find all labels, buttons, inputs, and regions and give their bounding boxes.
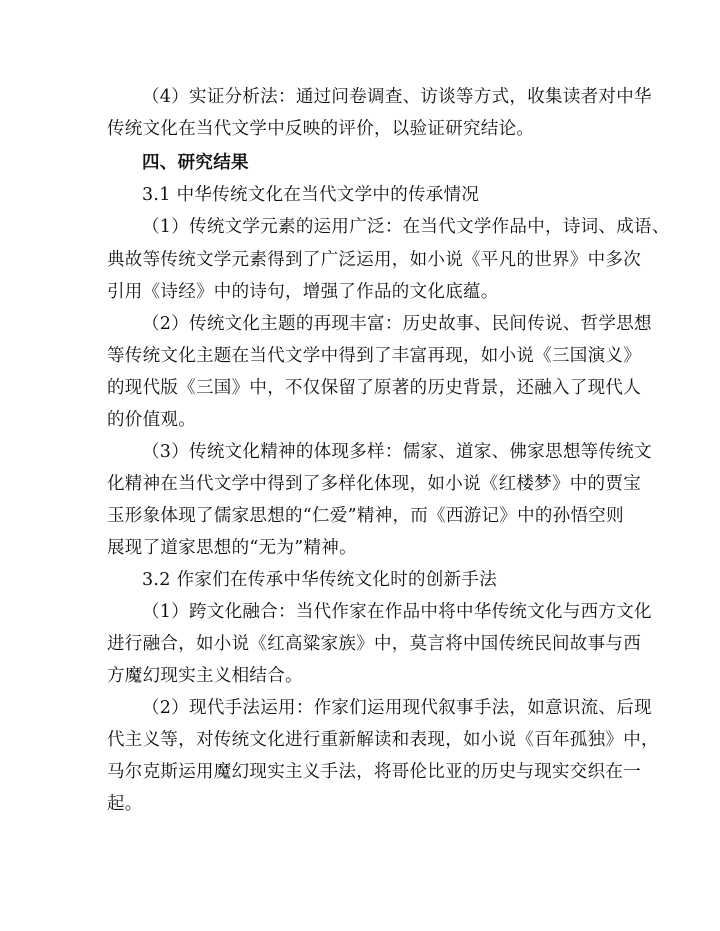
paragraph-cultural-themes-line-4: 的价值观。	[107, 410, 196, 430]
paragraph-literary-elements-line-1: （1）传统文学元素的运用广泛：在当代文学作品中，诗词、成语、	[142, 217, 670, 237]
paragraph-modern-techniques-line-2: 代主义等，对传统文化进行重新解读和表现，如小说《百年孤独》中，	[107, 730, 659, 750]
paragraph-empirical-analysis-line-1: （4）实证分析法：通过问卷调查、访谈等方式，收集读者对中华	[142, 87, 652, 107]
subsection-heading-3-1: 3.1 中华传统文化在当代文学中的传承情况	[142, 185, 480, 205]
paragraph-cultural-spirit-line-4: 展现了道家思想的“无为”精神。	[107, 538, 357, 558]
paragraph-empirical-analysis-line-2: 传统文化在当代文学中反映的评价，以验证研究结论。	[107, 119, 535, 139]
paragraph-cultural-spirit-line-2: 化精神在当代文学中得到了多样化体现，如小说《红楼梦》中的贾宝	[107, 474, 641, 494]
paragraph-cross-cultural-line-3: 方魔幻现实主义相结合。	[107, 666, 303, 686]
paragraph-cultural-themes-line-1: （2）传统文化主题的再现丰富：历史故事、民间传说、哲学思想	[142, 314, 652, 334]
section-heading-research-results: 四、研究结果	[142, 153, 249, 173]
paragraph-cultural-spirit-line-1: （3）传统文化精神的体现多样：儒家、道家、佛家思想等传统文	[142, 442, 652, 462]
paragraph-cultural-themes-line-3: 的现代版《三国》中，不仅保留了原著的历史背景，还融入了现代人	[107, 378, 641, 398]
paragraph-cultural-spirit-line-3: 玉形象体现了儒家思想的“仁爱”精神，而《西游记》中的孙悟空则	[107, 506, 624, 526]
paragraph-modern-techniques-line-4: 起。	[107, 794, 143, 814]
paragraph-literary-elements-line-2: 典故等传统文学元素得到了广泛运用，如小说《平凡的世界》中多次	[107, 250, 641, 270]
subsection-heading-3-2: 3.2 作家们在传承中华传统文化时的创新手法	[142, 570, 497, 590]
paragraph-cross-cultural-line-2: 进行融合，如小说《红高粱家族》中，莫言将中国传统民间故事与西	[107, 634, 641, 654]
paragraph-cultural-themes-line-2: 等传统文化主题在当代文学中得到了丰富再现，如小说《三国演义》	[107, 346, 641, 366]
paragraph-literary-elements-line-3: 引用《诗经》中的诗句，增强了作品的文化底蕴。	[107, 282, 499, 302]
paragraph-modern-techniques-line-3: 马尔克斯运用魔幻现实主义手法，将哥伦比亚的历史与现实交织在一	[107, 762, 641, 782]
paragraph-modern-techniques-line-1: （2）现代手法运用：作家们运用现代叙事手法，如意识流、后现	[142, 698, 652, 718]
paragraph-cross-cultural-line-1: （1）跨文化融合：当代作家在作品中将中华传统文化与西方文化	[142, 602, 652, 622]
